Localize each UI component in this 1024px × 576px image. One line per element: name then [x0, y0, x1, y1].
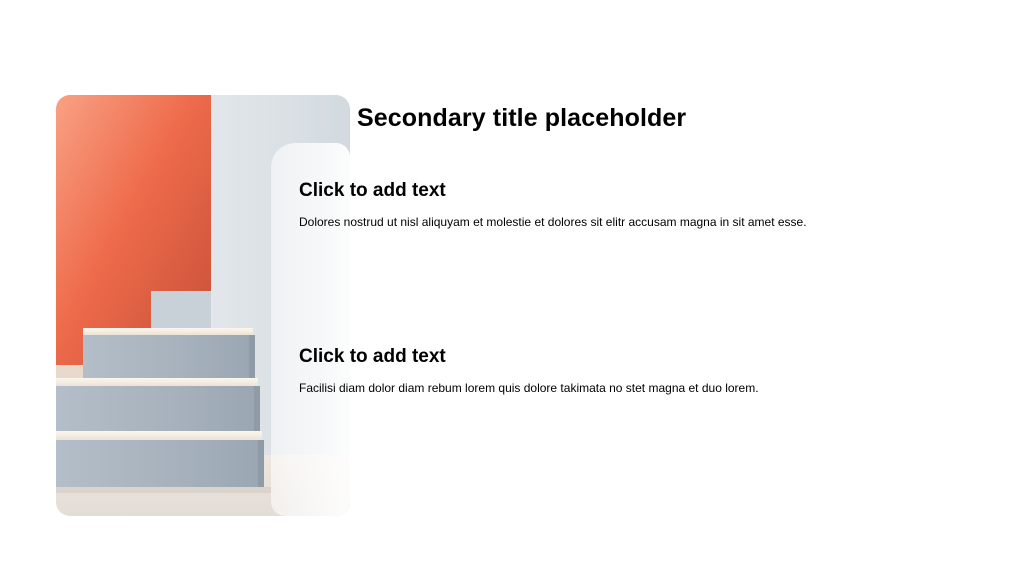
text-block-2[interactable]: [299, 346, 939, 396]
block-body-1[interactable]: Dolores nostrud ut nisl aliquyam et molestie et dolores sit elitr accusam magna in sit amet esse.: [299, 215, 807, 229]
block-heading-1[interactable]: Click to add text: [299, 180, 446, 201]
block-body-2[interactable]: Facilisi diam dolor diam rebum lorem quis dolore takimata no stet magna et duo lorem.: [299, 381, 759, 395]
secondary-title[interactable]: Secondary title placeholder: [357, 104, 687, 132]
text-block-1[interactable]: [299, 180, 939, 230]
block-heading-2[interactable]: Click to add text: [299, 346, 446, 367]
